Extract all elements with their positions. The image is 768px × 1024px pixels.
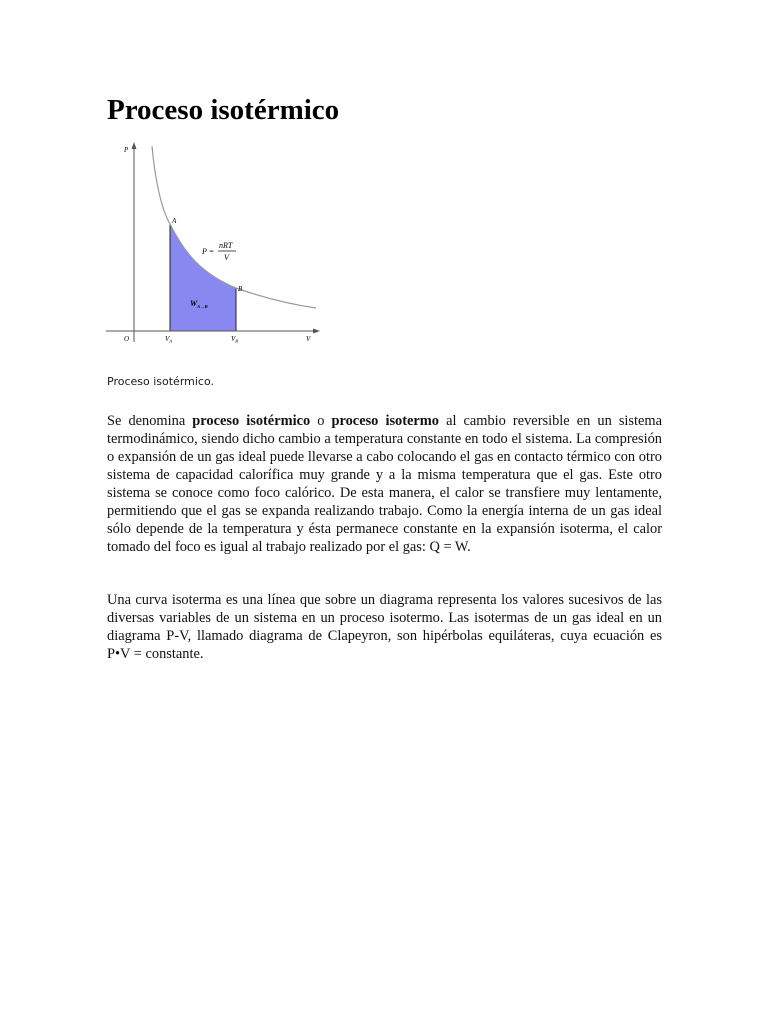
x-axis-label: V	[306, 335, 311, 343]
formula-lhs: P =	[202, 247, 215, 256]
vb-tick-label: $V_B$	[231, 335, 239, 344]
paragraph-isotherm-curve: Una curva isoterma es una línea que sobre un diagrama representa los valores sucesivos de las diversas variables de un sistema en un proceso isotermo. Las isotermas de un gas ideal en un diagrama P-V, llamado diagrama de Clapeyron, son hipérbolas equiláteras, cuya ecuación es P•V = constante.	[107, 592, 662, 662]
term-isothermal-process: proceso isotérmico	[192, 413, 311, 429]
origin-label: O	[124, 335, 130, 343]
work-label: $W_{A\to B}$	[190, 299, 208, 309]
paragraph-definition	[107, 412, 662, 556]
point-b-label: B	[238, 285, 243, 293]
formula-numerator: nRT	[219, 241, 233, 250]
va-tick-label: $V_A$	[165, 335, 173, 344]
isothermal-pv-diagram	[104, 138, 324, 350]
y-axis-label: P	[124, 146, 129, 154]
point-a-label: A	[172, 217, 177, 225]
paragraph-intro: Se denomina	[107, 413, 193, 429]
paragraph-connector: o	[310, 413, 332, 429]
x-axis-arrow	[313, 329, 320, 334]
page-title: Proceso isotérmico	[107, 94, 340, 126]
figure-caption: Proceso isotérmico.	[107, 375, 215, 388]
formula-denominator: V	[224, 253, 229, 262]
y-axis-arrow	[132, 142, 137, 149]
term-isothermal: proceso isotermo	[331, 413, 439, 429]
paragraph-body: al cambio reversible en un sistema termodinámico, siendo dicho cambio a temperatura constante en todo el sistema. La compresión o expansión de un gas ideal puede llevarse a cabo colocando el gas en contacto térmico con otro sistema de capacidad calorífica muy grande y a la misma temperatura que el gas. Este otro sistema se conoce como foco calórico. De esta manera, el calor se transfiere muy lentamente, permitiendo que el gas se expanda realizando trabajo. Como la energía interna de un gas ideal sólo depende de la temperatura y ésta permanece constante en la expansión isoterma, el calor tomado del foco es igual al trabajo realizado por el gas: Q = W.	[107, 413, 662, 555]
